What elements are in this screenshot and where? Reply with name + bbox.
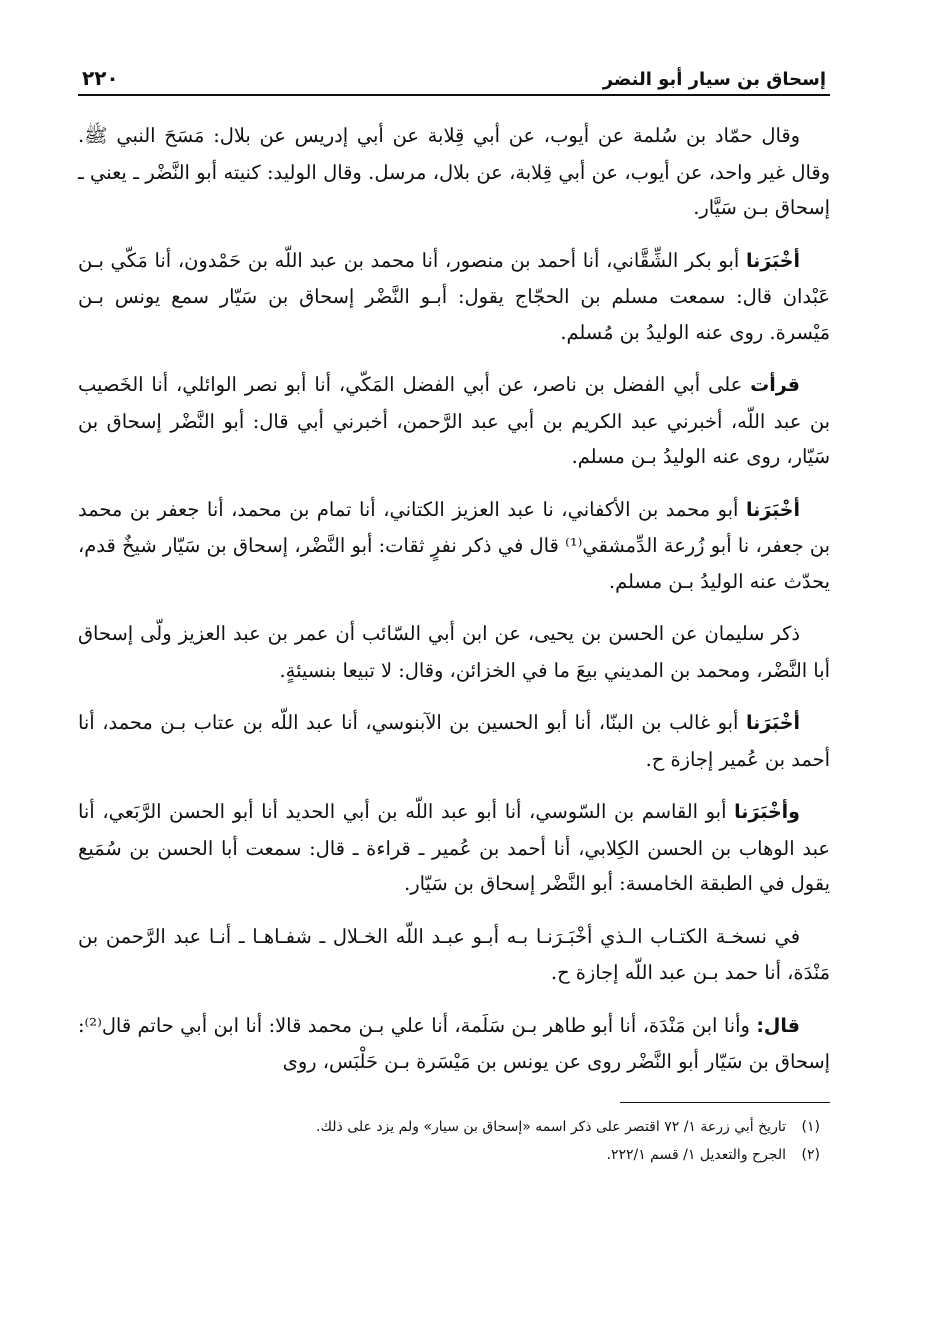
paragraph [78, 705, 830, 777]
running-title: إسحاق بن سيار أبو النضر [602, 69, 826, 90]
footnote-text: تاريخ أبي زرعة ١/ ٧٢ اقتصر على ذكر اسمه «إسحاق بن سيار» ولم يزد على ذلك. [316, 1118, 786, 1135]
paragraph [78, 1008, 830, 1080]
footnote-text: الجرح والتعديل ١/ قسم ٢٢٢/١. [606, 1146, 786, 1163]
paragraph-lead: أخْبَرَنا [745, 498, 800, 521]
paragraph-text: وقال حمّاد بن سُلمة عن أيوب، عن أبي قِلابة عن أبي إدريس عن بلال: مَسَحَ النبي ﷺ. وقال غير واحد، عن أيوب، عن أبي قِلابة، عن بلال، مرسل. وقال الوليد: كنيته أبو النَّضْر ـ يعني ـ إسحاق بـن سَيَّار. [78, 124, 830, 219]
paragraph [78, 616, 830, 688]
paragraph-text: أبو القاسم بن السّوسي، أنا أبو عبد اللّه بن أبي الحديد أنا أبو الحسن الرَّبَعي، أنا عبد الوهاب بن الحسن الكِلابي، أنا أحمد بن عُمير ـ قراءة ـ قال: سمعت أبا الحسن بن سُمَيع يقول في الطبقة الخامسة: أبو النَّضْر إسحاق بن سَيّار. [78, 800, 830, 895]
paragraph-text: أبو غالب بن البنّا، أنا أبو الحسين بن الآبنوسي، أنا عبد اللّه بن عتاب بـن محمد، أنا أحمد بن عُمير إجازة ح. [78, 711, 830, 771]
page-header [78, 58, 830, 96]
footnote-number: (١) [801, 1118, 820, 1135]
paragraph [78, 367, 830, 475]
paragraph-lead: قال: [756, 1014, 800, 1037]
paragraph-text: ذكر سليمان عن الحسن بن يحيى، عن ابن أبي السّائب أن عمر بن عبد العزيز ولّى إسحاق أبا النَّضْر، ومحمد بن المديني بيعَ ما في الخزائن، وقال: لا تبيعا بنسيئةٍ. [78, 622, 830, 682]
paragraph [78, 794, 830, 902]
footnotes [78, 1113, 830, 1169]
paragraph-text: في نسخـة الكتـاب الـذي أخْبَـرَنـا بـه أبـو عبـد اللّه الخـلال ـ شفـاهـا ـ أنـا عبد الرَّحمن بن مَنْدَة، أنا حمد بـن عبد اللّه إجازة ح. [78, 924, 830, 984]
paragraph-text: أبو محمد بن الأكفاني، نا عبد العزيز الكتاني، أنا تمام بن محمد، أنا جعفر بن محمد بن جعفر، نا أبو زُرعة الدِّمشقي⁽¹⁾ قال في ذكر نفرٍ ثقات: أبو النَّضْر، إسحاق بن سَيّار شيخٌ قدم، يحدّث عنه الوليدُ بـن مسلم. [78, 497, 830, 593]
body-text [78, 118, 830, 1080]
paragraph-text: على أبي الفضل بن ناصر، عن أبي الفضل المَكّي، أنا أبو نصر الوائلي، أنا الخَصيب بن عبد اللّه، أخبرني عبد الكريم بن أبي عبد الرَّحمن، أخبرني أبي قال: أبو النَّضْر إسحاق بن سَيّار، روى عنه الوليدُ بـن مسلم. [78, 373, 830, 468]
paragraph-text: وأنا ابن مَنْدَة، أنا أبو طاهر بـن سَلَمة، أنا علي بـن محمد قالا: أنا ابن أبي حاتم قال⁽²⁾: إسحاق بن سَيّار أبو النَّضْر روى عن يونس بن مَيْسَرة بـن حَلْبَس، روى [78, 1013, 830, 1073]
paragraph [78, 492, 830, 600]
footnote [78, 1113, 830, 1141]
paragraph-lead: أخْبَرَنا [745, 249, 800, 272]
page-number: ٢٢٠ [82, 66, 119, 90]
paragraph-lead: أخْبَرَنا [745, 712, 800, 734]
book-page [78, 58, 830, 1169]
paragraph-text: أبو بكر الشِّقَّاني، أنا أحمد بن منصور، أنا محمد بن عبد اللّه بن حَمْدون، أنا مَكّي بـن عَبْدان قال: سمعت مسلم بن الحجّاج يقول: أبـو النَّضْر إسحاق بن سَيّار سمع يونس بـن مَيْسرة. روى عنه الوليدُ بن مُسلم. [78, 248, 830, 344]
paragraph-lead: وأخْبَرَنا [734, 801, 800, 823]
paragraph [78, 919, 830, 991]
footnote [78, 1141, 830, 1169]
footnote-number: (٢) [801, 1146, 820, 1163]
paragraph [78, 118, 830, 226]
footnote-divider [620, 1102, 830, 1103]
paragraph [78, 243, 830, 351]
paragraph-lead: قرأت [750, 374, 800, 396]
